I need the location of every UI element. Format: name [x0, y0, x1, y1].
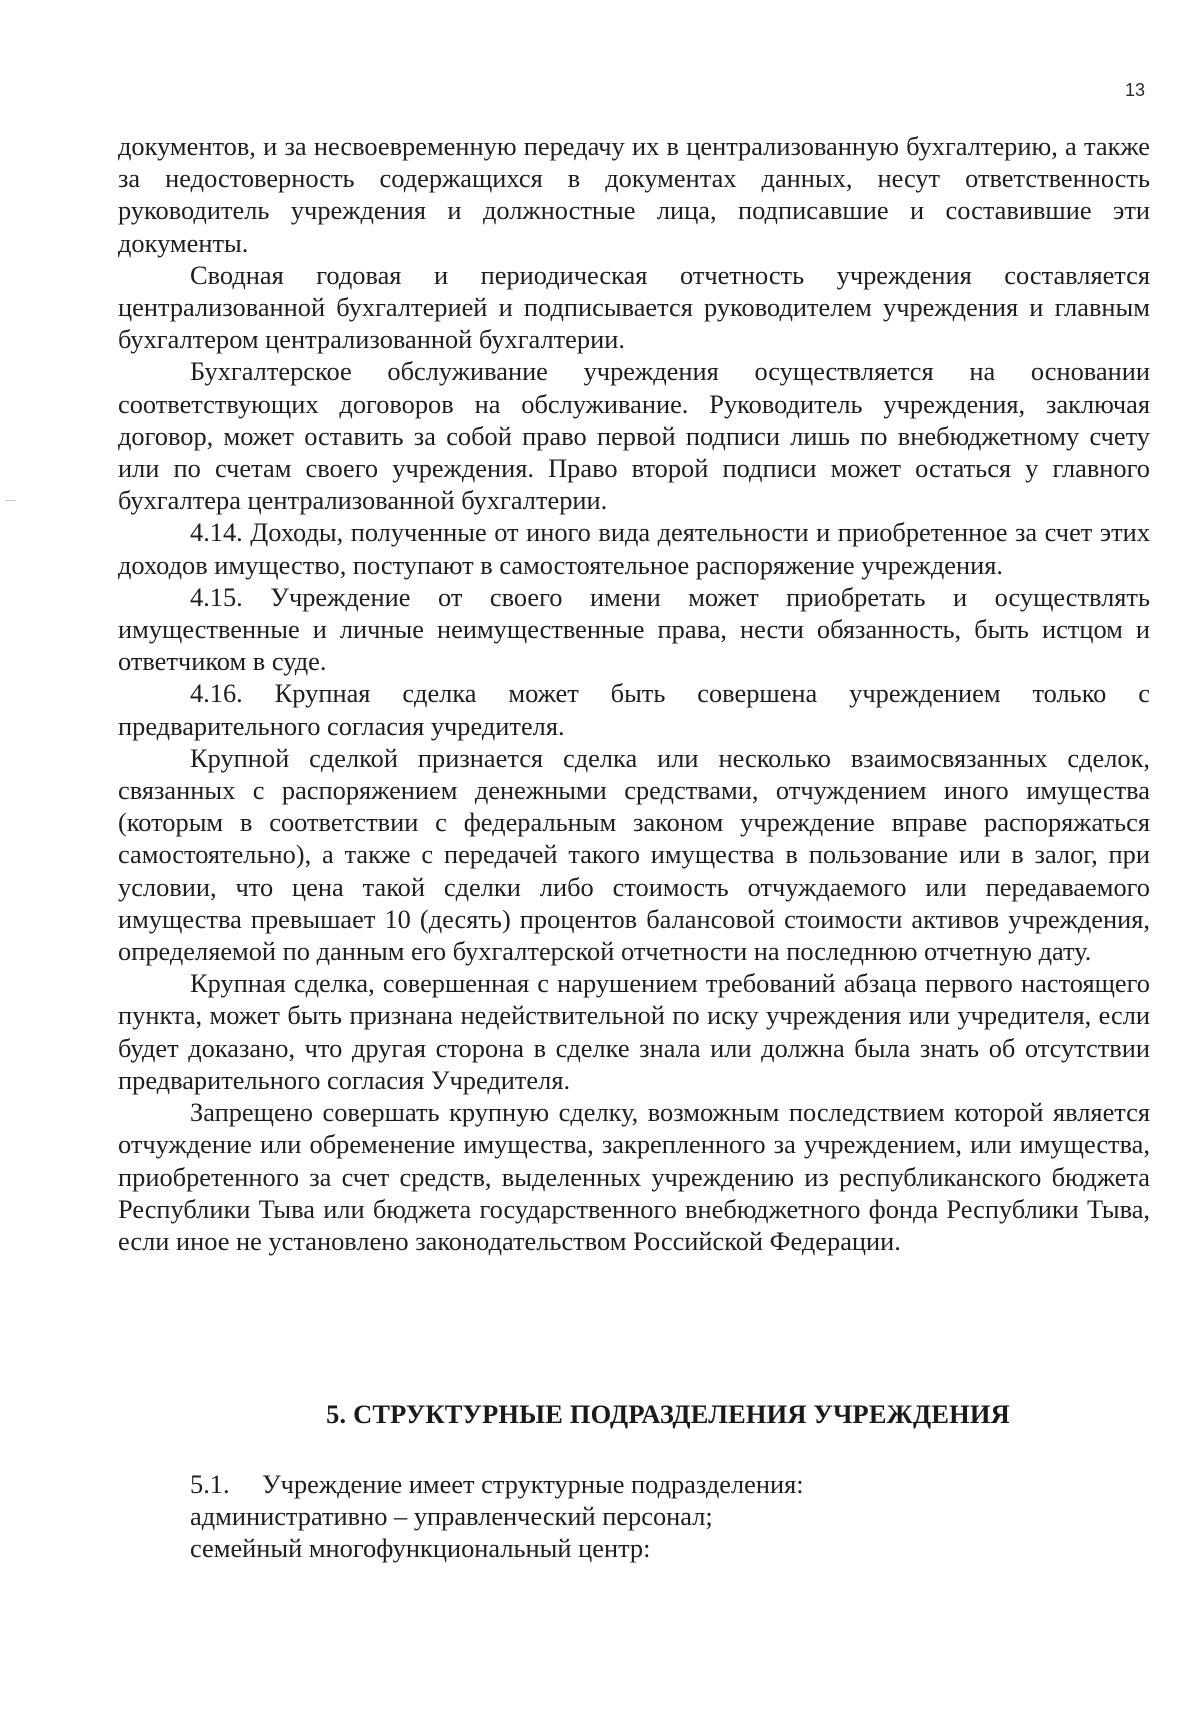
scan-artifact	[6, 500, 16, 501]
section-item-5-1	[190, 1468, 1150, 1500]
paragraph-reporting: Сводная годовая и периодическая отчетность учреждения составляется централизованной бухгалтерией и подписывается руководителем учреждения и главным бухгалтером централизованной бухгалтерии.	[118, 259, 1150, 355]
paragraph-continuation: документов, и за несвоевременную передачу их в централизованную бухгалтерию, а также за недостоверность содержащихся в документах данных, несут ответственность руководитель учреждения и должностные лица, подписавшие и составившие эти документы.	[118, 131, 1150, 258]
list-line-family-center: семейный многофункциональный центр:	[190, 1533, 651, 1564]
item-number: 5.1.	[190, 1469, 230, 1499]
paragraph-major-deal-definition: Крупной сделкой признается сделка или несколько взаимосвязанных сделок, связанных с распоряжением денежными средствами, отчуждением иного имущества (которым в соответствии с федеральным законом учреждение вправе распоряжаться самостоятельно), а также с передачей такого имущества в пользование или в залог, при условии, что цена такой сделки либо стоимость отчуждаемого или передаваемого имущества превышает 10 (десять) процентов балансовой стоимости активов учреждения, определяемой по данным его бухгалтерской отчетности на последнюю отчетную дату.	[118, 742, 1150, 967]
section-5-content	[190, 1468, 1150, 1565]
paragraph-4-16: 4.16. Крупная сделка может быть совершена учреждением только с предварительного согласия учредителя.	[118, 678, 1150, 741]
paragraph-major-deal-invalid: Крупная сделка, совершенная с нарушением требований абзаца первого настоящего пункта, может быть признана недействительной по иску учреждения или учредителя, если будет доказано, что другая сторона в сделке знала или должна была знать об отсутствии предварительного согласия Учредителя.	[118, 968, 1150, 1095]
paragraph-4-15: 4.15. Учреждение от своего имени может приобретать и осуществлять имущественные и личные неимущественные права, нести обязанность, быть истцом и ответчиком в суде.	[118, 581, 1150, 677]
paragraph-4-14: 4.14. Доходы, полученные от иного вида деятельности и приобретенное за счет этих доходов имущество, поступают в самостоятельное распоряжение учреждения.	[118, 517, 1150, 580]
list-line-admin-staff: административно – управленческий персонал;	[190, 1501, 713, 1532]
paragraph-major-deal-prohibited: Запрещено совершать крупную сделку, возможным последствием которой является отчуждение или обременение имущества, закрепленного за учреждением, или имущества, приобретенного за счет средств, выделенных учреждению из республиканского бюджета Республики Тыва или бюджета государственного внебюджетного фонда Республики Тыва, если иное не установлено законодательством Российской Федерации.	[118, 1097, 1150, 1256]
section-heading: 5. СТРУКТУРНЫЕ ПОДРАЗДЕЛЕНИЯ УЧРЕЖДЕНИЯ	[326, 1399, 1010, 1429]
item-text: Учреждение имеет структурные подразделения:	[262, 1469, 804, 1499]
paragraph-accounting-service: Бухгалтерское обслуживание учреждения осуществляется на основании соответствующих договоров на обслуживание. Руководитель учреждения, заключая договор, может оставить за собой право первой подписи лишь по внебюджетному счету или по счетам своего учреждения. Право второй подписи может остаться у главного бухгалтера централизованной бухгалтерии.	[118, 356, 1150, 516]
page-number: 13	[1125, 80, 1146, 100]
document-body	[118, 130, 1150, 1257]
